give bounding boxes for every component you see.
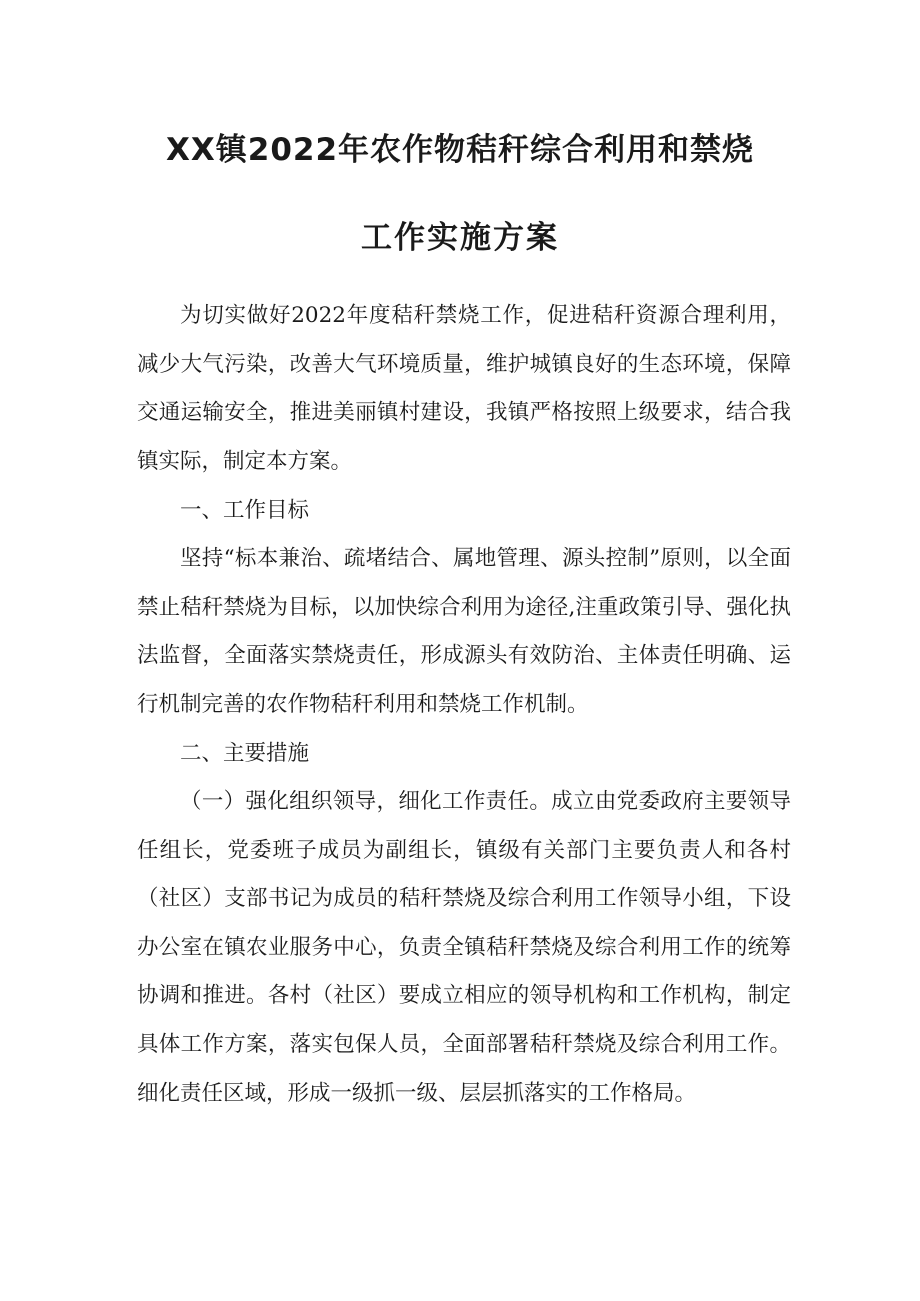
document-title-line1: XX镇2022年农作物秸秆综合利用和禁烧 — [165, 132, 755, 168]
document-title-line2: 工作实施方案 — [361, 220, 559, 256]
intro-paragraph: 为切实做好2022年度秸秆禁烧工作，促进秸秆资源合理利用，减少大气污染，改善大气环境质量，维护城镇良好的生态环境，保障交通运输安全，推进美丽镇村建设，我镇严格按照上级要求，结合我镇实际，制定本方案。 — [137, 303, 791, 474]
section1-heading: 一、工作目标 — [180, 498, 310, 523]
section2-heading: 二、主要措施 — [180, 741, 310, 766]
section1-paragraph: 坚持“标本兼治、疏堵结合、属地管理、源头控制”原则，以全面禁止秸秆禁烧为目标，以加快综合利用为途径,注重政策引导、强化执法监督，全面落实禁烧责任，形成源头有效防治、主体责任明确、运行机制完善的农作物秸秆利用和禁烧工作机制。 — [137, 546, 791, 717]
section2-subsection1-paragraph: （一）强化组织领导，细化工作责任。成立由党委政府主要领导任组长，党委班子成员为副组长，镇级有关部门主要负责人和各村（社区）支部书记为成员的秸秆禁烧及综合利用工作领导小组，下设办公室在镇农业服务中心，负责全镇秸秆禁烧及综合利用工作的统筹协调和推进。各村（社区）要成立相应的领导机构和工作机构，制定具体工作方案，落实包保人员，全面部署秸秆禁烧及综合利用工作。细化责任区域，形成一级抓一级、层层抓落实的工作格局。 — [137, 789, 791, 1106]
